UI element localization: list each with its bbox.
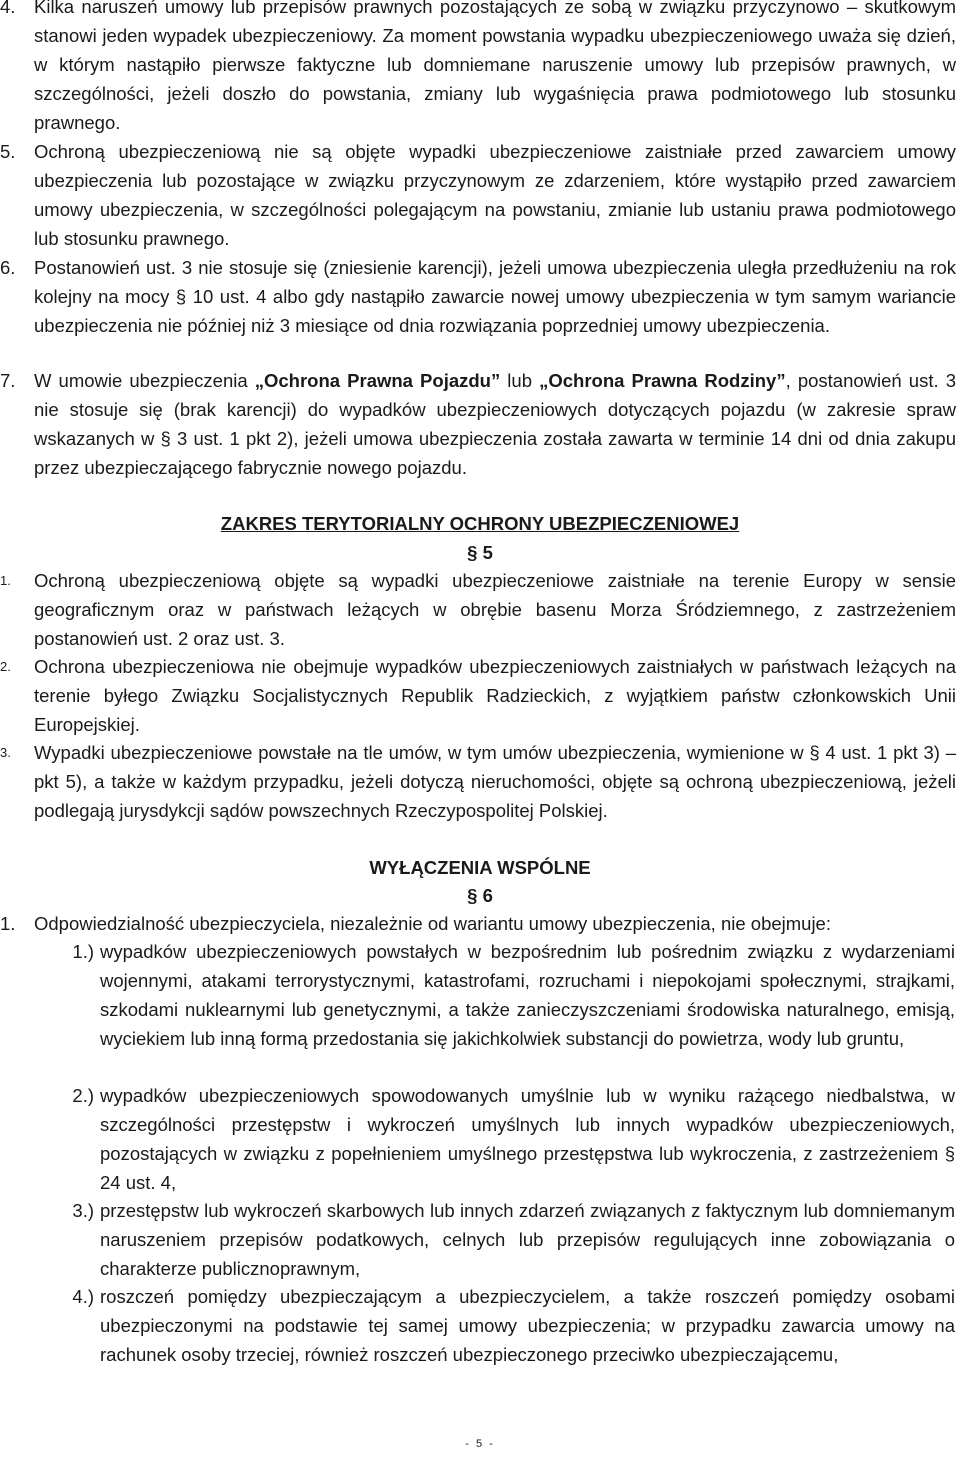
- product-name-family: „Ochrona Prawna Rodziny”: [539, 370, 786, 391]
- item-text: Ochroną ubezpieczeniową objęte są wypadki ubezpieczeniowe zaistniałe na terenie Europy w sensie geograficznym oraz w państwach leżących w obrębie basenu Morza Śródziemnego, z zastrzeżeniem postanowień ust. 2 oraz ust. 3.: [34, 570, 956, 649]
- item-text: wypadków ubezpieczeniowych spowodowanych umyślnie lub w wyniku rażącego niedbalstwa, w szczególności przestępstw i wykroczeń umyślnych lub innych wypadków ubezpieczeniowych, pozostających w związku z popełnieniem umyślnego przestępstwa lub wykroczenia, z zastrzeżeniem § 24 ust. 4,: [100, 1085, 955, 1193]
- item-number: 1.: [0, 573, 11, 588]
- list-item: [0, 366, 960, 482]
- list-item: [0, 652, 960, 739]
- section-title: WYŁĄCZENIA WSPÓLNE: [369, 857, 591, 878]
- list-item: [0, 909, 960, 938]
- item-text-part: , postanowień ust. 3 nie stosuje się (brak karencji) do wypadków ubezpieczeniowych dotyczących pojazdu (w zakresie spraw wskazanych w § 3 ust. 1 pkt 2), jeżeli umowa ubezpieczenia została zawarta w terminie 14 dni od dnia zakupu przez ubezpieczającego fabrycznie nowego pojazdu.: [34, 370, 956, 478]
- sub-list-item: [0, 1081, 960, 1197]
- item-text: Odpowiedzialność ubezpieczyciela, niezależnie od wariantu umowy ubezpieczenia, nie obejmuje:: [34, 913, 831, 934]
- list-item: [0, 738, 960, 825]
- paragraph-number: § 5: [467, 542, 493, 563]
- product-name-vehicle: „Ochrona Prawna Pojazdu”: [254, 370, 501, 391]
- list-item: [0, 566, 960, 653]
- item-text: [34, 366, 956, 482]
- page-number: - 5 -: [465, 1438, 495, 1450]
- item-number: 1.): [72, 941, 94, 962]
- item-number: 6.: [0, 257, 16, 278]
- item-number: 3.: [0, 745, 11, 760]
- item-text: Ochroną ubezpieczeniową nie są objęte wypadki ubezpieczeniowe zaistniałe przed zawarciem umowy ubezpieczenia lub pozostające w związku przyczynowym ze zdarzeniem, które wystąpiło przed zawarciem umowy ubezpieczenia, w szczególności polegającym na powstaniu, zmianie lub ustaniu prawa podmiotowego lub stosunku prawnego.: [34, 141, 956, 249]
- item-text: przestępstw lub wykroczeń skarbowych lub innych zdarzeń związanych z faktycznym lub domniemanym naruszeniem przepisów podatkowych, celnych lub przepisów regulujących inne zobowiązania o charakterze publicznoprawnym,: [100, 1200, 955, 1279]
- list-item: [0, 0, 960, 137]
- item-number: 4.: [0, 0, 16, 17]
- item-number: 5.: [0, 141, 16, 162]
- sub-list-item: [0, 1196, 960, 1283]
- item-number: 4.): [72, 1286, 94, 1307]
- sub-list-item: [0, 1282, 960, 1369]
- item-number: 3.): [72, 1200, 94, 1221]
- sub-list-item: [0, 937, 960, 1053]
- item-text: Kilka naruszeń umowy lub przepisów prawnych pozostających ze sobą w związku przyczynowo – skutkowym stanowi jeden wypadek ubezpieczeniowy. Za moment powstania wypadku ubezpieczeniowego uważa się dzień, w którym nastąpiło pierwsze faktyczne lub domniemane naruszenie umowy lub przepisów prawnych, w szczególności, jeżeli doszło do powstania, zmiany lub wygaśnięcia prawa podmiotowego lub stosunku prawnego.: [34, 0, 956, 133]
- item-text: Ochrona ubezpieczeniowa nie obejmuje wypadków ubezpieczeniowych zaistniałych w państwach leżących na terenie byłego Związku Socjalistycznych Republik Radzieckich, z wyjątkiem państw członkowskich Unii Europejskiej.: [34, 656, 956, 735]
- item-text: roszczeń pomiędzy ubezpieczającym a ubezpieczycielem, a także roszczeń pomiędzy osobami ubezpieczonymi na podstawie tej samej umowy ubezpieczenia; w przypadku zawarcia umowy na rachunek osoby trzeciej, również roszczeń ubezpieczonego przeciwko ubezpieczającemu,: [100, 1286, 955, 1365]
- item-text-part: lub: [500, 370, 540, 391]
- item-number: 1.: [0, 913, 16, 934]
- item-text: wypadków ubezpieczeniowych powstałych w bezpośrednim lub pośrednim związku z wydarzeniami wojennymi, atakami terrorystycznymi, katastrofami, rozruchami i niepokojami społecznymi, strajkami, szkodami nuklearnymi lub genetycznymi, a także zanieczyszczeniami środowiska naturalnego, emisją, wyciekiem lub inną formą przedostania się jakichkolwiek substancji do powietrza, wody lub gruntu,: [100, 941, 955, 1049]
- list-item: [0, 137, 960, 253]
- list-item: [0, 253, 960, 340]
- item-number: 2.: [0, 659, 11, 674]
- item-number: 7.: [0, 370, 16, 391]
- section-title: ZAKRES TERYTORIALNY OCHRONY UBEZPIECZENIOWEJ: [220, 513, 740, 534]
- item-text: Wypadki ubezpieczeniowe powstałe na tle umów, w tym umów ubezpieczenia, wymienione w § 4 ust. 1 pkt 3) – pkt 5), a także w każdym przypadku, jeżeli dotyczą nieruchomości, objęte są ochroną ubezpieczeniową, jeżeli podlegają jurysdykcji sądów powszechnych Rzeczypospolitej Polskiej.: [34, 742, 956, 821]
- paragraph-number: § 6: [467, 885, 493, 906]
- item-text-part: W umowie ubezpieczenia: [34, 370, 255, 391]
- item-number: 2.): [72, 1085, 94, 1106]
- item-text: Postanowień ust. 3 nie stosuje się (zniesienie karencji), jeżeli umowa ubezpieczenia uległa przedłużeniu na rok kolejny na mocy § 10 ust. 4 albo gdy nastąpiło zawarcie nowej umowy ubezpieczenia w tym samym wariancie ubezpieczenia nie później niż 3 miesiące od dnia rozwiązania poprzedniej umowy ubezpieczenia.: [34, 257, 956, 336]
